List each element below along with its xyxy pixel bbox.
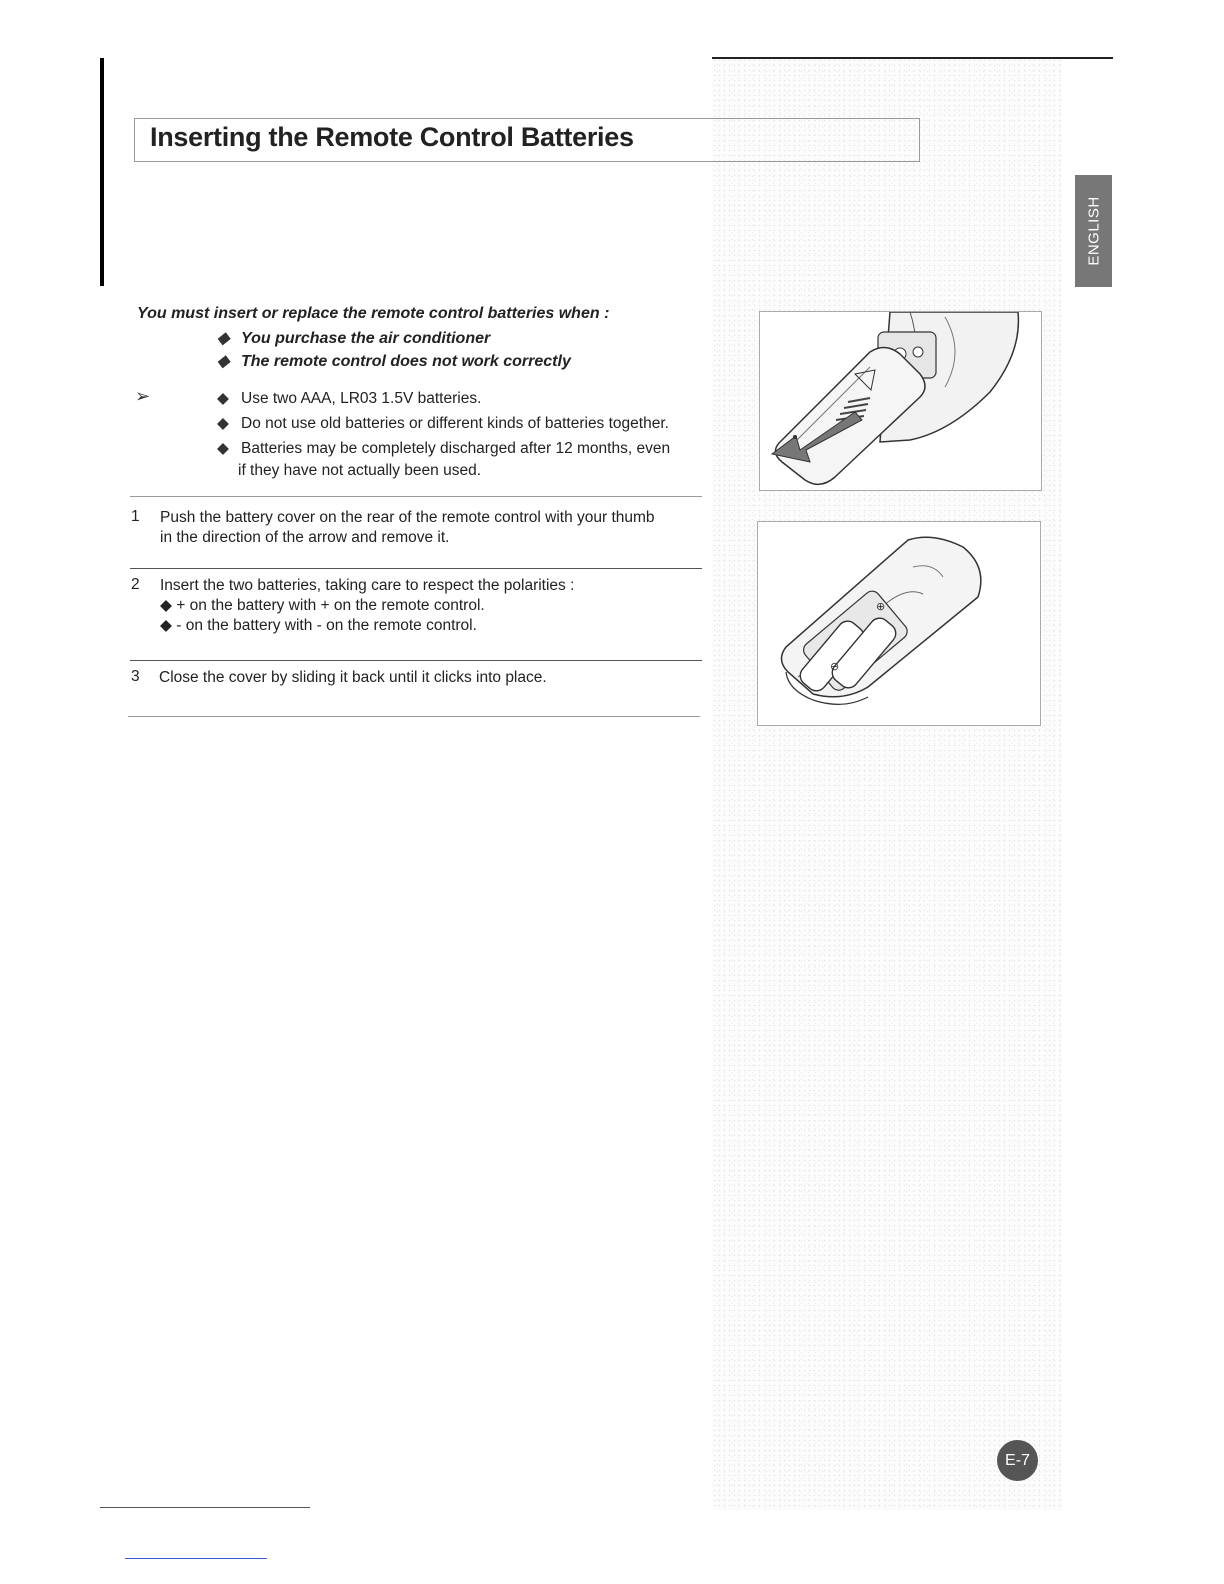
diamond-bullet-icon: ◆: [217, 353, 230, 370]
top-rule: [712, 57, 1113, 59]
step-number: 2: [131, 576, 140, 593]
step-text: [160, 576, 574, 636]
step-line: in the direction of the arrow and remove it.: [160, 529, 450, 546]
divider: [128, 716, 700, 717]
background-stipple: [712, 58, 1062, 1510]
step-text: [159, 668, 547, 688]
diamond-bullet-icon: ◆: [217, 415, 229, 432]
step-bullet-text: - on the battery with - on the remote control.: [176, 617, 477, 634]
intro-item: [217, 328, 490, 348]
step-number: 1: [131, 508, 140, 525]
page-number-badge: E-7: [997, 1440, 1038, 1481]
note-item: [217, 414, 717, 433]
figure-remove-cover: [759, 311, 1042, 491]
note-item-text: Batteries may be completely discharged after 12 months, even: [241, 440, 671, 457]
diamond-bullet-icon: ◆: [217, 330, 230, 347]
footer-link-line: [125, 1558, 267, 1559]
diamond-bullet-icon: ◆: [217, 440, 229, 457]
note-item: [217, 439, 717, 458]
divider: [130, 660, 702, 661]
language-tab: [1075, 175, 1112, 287]
intro-item: [217, 351, 571, 371]
left-margin-bar: [100, 58, 104, 286]
note-item-text: Use two AAA, LR03 1.5V batteries.: [241, 390, 482, 407]
note-arrow-icon: ➢: [135, 386, 151, 406]
step-bullet: [160, 596, 574, 616]
figure-insert-batteries: [757, 521, 1041, 726]
step-line: Push the battery cover on the rear of the remote control with your thumb: [160, 509, 655, 526]
polarity-plus-icon: ⊕: [876, 600, 886, 613]
step-bullet-text: + on the battery with + on the remote control.: [176, 597, 485, 614]
divider: [130, 496, 702, 497]
remote-batteries-illustration: [758, 522, 1040, 725]
note-item-text: Do not use old batteries or different kinds of batteries together.: [241, 415, 669, 432]
divider: [130, 568, 702, 569]
note-continuation: if they have not actually been used.: [238, 462, 481, 479]
diamond-bullet-icon: ◆: [160, 617, 177, 634]
intro-item-text: The remote control does not work correctly: [241, 353, 571, 370]
step-line: Insert the two batteries, taking care to respect the polarities :: [160, 577, 575, 594]
step-text: [160, 508, 655, 548]
language-tab-label: ENGLISH: [1085, 196, 1102, 266]
polarity-minus-icon: ⊖: [830, 660, 840, 673]
footer-rule: [100, 1507, 310, 1508]
intro-lead: You must insert or replace the remote control batteries when :: [137, 305, 610, 322]
step-bullet: [160, 616, 574, 636]
diamond-bullet-icon: ◆: [217, 390, 229, 407]
remote-cover-illustration: [760, 312, 1041, 490]
step-number: 3: [131, 668, 140, 685]
page-title: Inserting the Remote Control Batteries: [150, 122, 634, 152]
diamond-bullet-icon: ◆: [160, 597, 177, 614]
intro-item-text: You purchase the air conditioner: [241, 330, 491, 347]
note-item: [217, 389, 717, 408]
step-line: Close the cover by sliding it back until it clicks into place.: [159, 669, 547, 686]
